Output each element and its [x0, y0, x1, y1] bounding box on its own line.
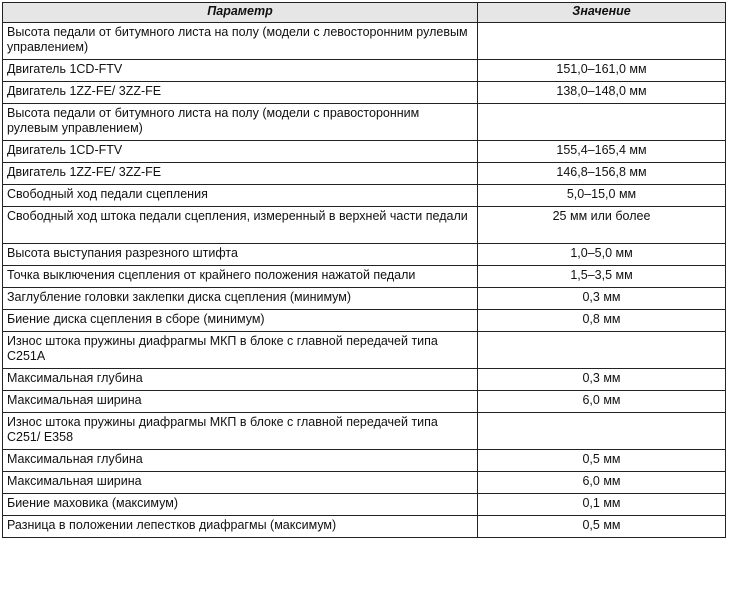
- param-cell: Свободный ход штока педали сцепления, измеренный в верхней части педали: [3, 207, 478, 244]
- value-cell: 1,5–3,5 мм: [478, 266, 726, 288]
- value-cell: 0,5 мм: [478, 450, 726, 472]
- value-cell: [478, 332, 726, 369]
- param-cell: Свободный ход педали сцепления: [3, 185, 478, 207]
- table-row: [3, 310, 726, 332]
- table-row: [3, 141, 726, 163]
- param-cell: Максимальная глубина: [3, 369, 478, 391]
- table-row: [3, 266, 726, 288]
- table-row: [3, 413, 726, 450]
- param-cell: Биение диска сцепления в сборе (минимум): [3, 310, 478, 332]
- table-row: [3, 516, 726, 538]
- param-cell: Заглубление головки заклепки диска сцепления (минимум): [3, 288, 478, 310]
- table-row: [3, 288, 726, 310]
- header-param: Параметр: [3, 3, 478, 23]
- table-row: [3, 23, 726, 60]
- header-value: Значение: [478, 3, 726, 23]
- table-row: [3, 104, 726, 141]
- param-cell: Точка выключения сцепления от крайнего положения нажатой педали: [3, 266, 478, 288]
- table-row: [3, 60, 726, 82]
- param-cell: Двигатель 1ZZ-FE/ 3ZZ-FE: [3, 163, 478, 185]
- value-cell: [478, 104, 726, 141]
- value-cell: 155,4–165,4 мм: [478, 141, 726, 163]
- value-cell: 25 мм или более: [478, 207, 726, 244]
- value-cell: 151,0–161,0 мм: [478, 60, 726, 82]
- table-row: [3, 494, 726, 516]
- param-cell: Двигатель 1CD-FTV: [3, 141, 478, 163]
- param-cell: Максимальная ширина: [3, 391, 478, 413]
- table-row: [3, 450, 726, 472]
- param-cell: Максимальная ширина: [3, 472, 478, 494]
- header-row: [3, 3, 726, 23]
- value-cell: 0,3 мм: [478, 369, 726, 391]
- value-cell: 6,0 мм: [478, 391, 726, 413]
- param-cell: Высота выступания разрезного штифта: [3, 244, 478, 266]
- param-cell: Высота педали от битумного листа на полу (модели с правосторонним рулевым управлением): [3, 104, 478, 141]
- value-cell: 0,8 мм: [478, 310, 726, 332]
- table-row: [3, 244, 726, 266]
- value-cell: 0,3 мм: [478, 288, 726, 310]
- table-row: [3, 82, 726, 104]
- value-cell: 1,0–5,0 мм: [478, 244, 726, 266]
- param-cell: Износ штока пружины диафрагмы МКП в блоке с главной передачей типа C251A: [3, 332, 478, 369]
- table-row: [3, 163, 726, 185]
- table-row: [3, 185, 726, 207]
- value-cell: 6,0 мм: [478, 472, 726, 494]
- param-cell: Биение маховика (максимум): [3, 494, 478, 516]
- table-row: [3, 207, 726, 244]
- param-cell: Разница в положении лепестков диафрагмы (максимум): [3, 516, 478, 538]
- spec-table: [2, 2, 726, 538]
- value-cell: 138,0–148,0 мм: [478, 82, 726, 104]
- table-row: [3, 369, 726, 391]
- value-cell: 0,1 мм: [478, 494, 726, 516]
- table-row: [3, 332, 726, 369]
- value-cell: 146,8–156,8 мм: [478, 163, 726, 185]
- value-cell: [478, 23, 726, 60]
- value-cell: 0,5 мм: [478, 516, 726, 538]
- param-cell: Износ штока пружины диафрагмы МКП в блоке с главной передачей типа C251/ E358: [3, 413, 478, 450]
- param-cell: Двигатель 1ZZ-FE/ 3ZZ-FE: [3, 82, 478, 104]
- value-cell: 5,0–15,0 мм: [478, 185, 726, 207]
- table-row: [3, 472, 726, 494]
- param-cell: Высота педали от битумного листа на полу (модели с левосторонним рулевым управлением): [3, 23, 478, 60]
- table-row: [3, 391, 726, 413]
- value-cell: [478, 413, 726, 450]
- param-cell: Максимальная глубина: [3, 450, 478, 472]
- param-cell: Двигатель 1CD-FTV: [3, 60, 478, 82]
